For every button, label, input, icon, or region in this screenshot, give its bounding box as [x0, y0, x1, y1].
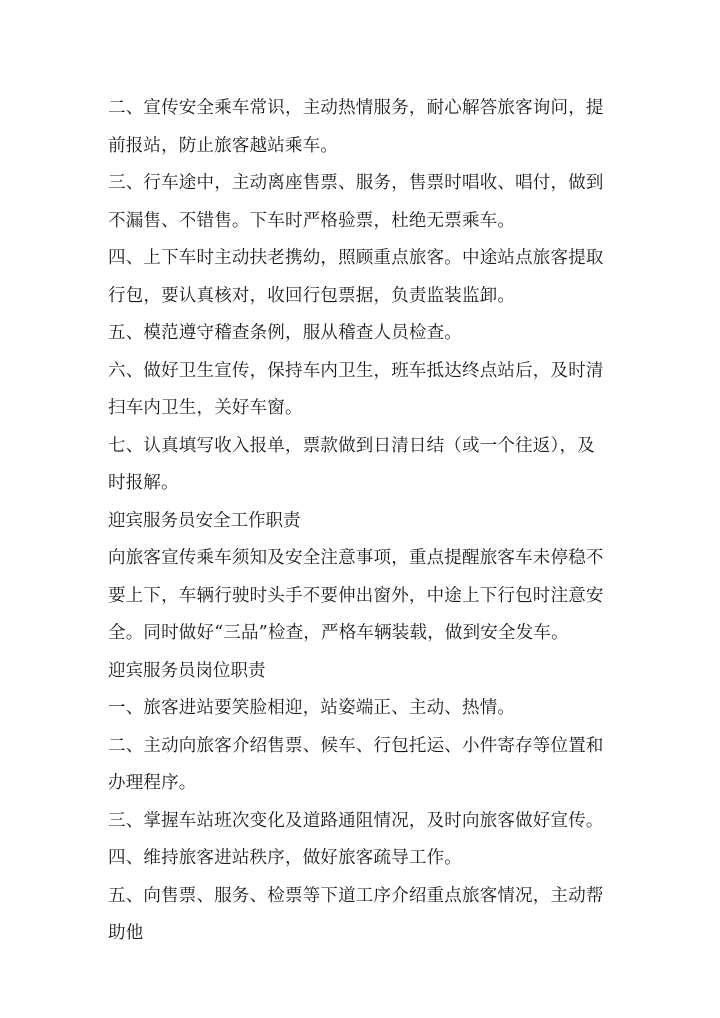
paragraph-post-1: 一、旅客进站要笑脸相迎，站姿端正、主动、热情。 — [108, 698, 516, 718]
paragraph-safety-duties: 向旅客宣传乘车须知及安全注意事项，重点提醒旅客车未停稳不要上下，车辆行驶时头手不要伸出窗外，中途上下行包时注意安全。同时做好“三品”检查，严格车辆装载，做到安全发车。 — [108, 548, 604, 643]
paragraph-duty-7: 七、认真填写收入报单，票款做到日清日结（或一个往返），及时报解。 — [108, 435, 595, 493]
paragraph-duty-3: 三、行车途中，主动离座售票、服务，售票时唱收、唱付，做到不漏售、不错售。下车时严格验票，杜绝无票乘车。 — [108, 173, 604, 231]
document-body — [108, 90, 608, 953]
paragraph-duty-4: 四、上下车时主动扶老携幼，照顾重点旅客。中途站点旅客提取行包，要认真核对，收回行包票据，负责监装监卸。 — [108, 248, 604, 306]
paragraph-post-5: 五、向售票、服务、检票等下道工序介绍重点旅客情况，主动帮助他 — [108, 885, 604, 943]
paragraph-post-2: 二、主动向旅客介绍售票、候车、行包托运、小件寄存等位置和办理程序。 — [108, 735, 604, 793]
section-heading-post: 迎宾服务员岗位职责 — [108, 660, 266, 681]
paragraph-duty-6: 六、做好卫生宣传，保持车内卫生，班车抵达终点站后，及时清扫车内卫生，关好车窗。 — [108, 360, 604, 418]
paragraph-post-3: 三、掌握车站班次变化及道路通阻情况，及时向旅客做好宣传。 — [108, 810, 604, 831]
paragraph-post-4: 四、维持旅客进站秩序，做好旅客疏导工作。 — [108, 848, 462, 868]
paragraph-duty-2: 二、宣传安全乘车常识，主动热情服务，耐心解答旅客询问，提前报站，防止旅客越站乘车。 — [108, 98, 604, 156]
paragraph-duty-5: 五、模范遵守稽查条例，服从稽查人员检查。 — [108, 323, 462, 343]
section-heading-safety: 迎宾服务员安全工作职责 — [108, 510, 301, 531]
